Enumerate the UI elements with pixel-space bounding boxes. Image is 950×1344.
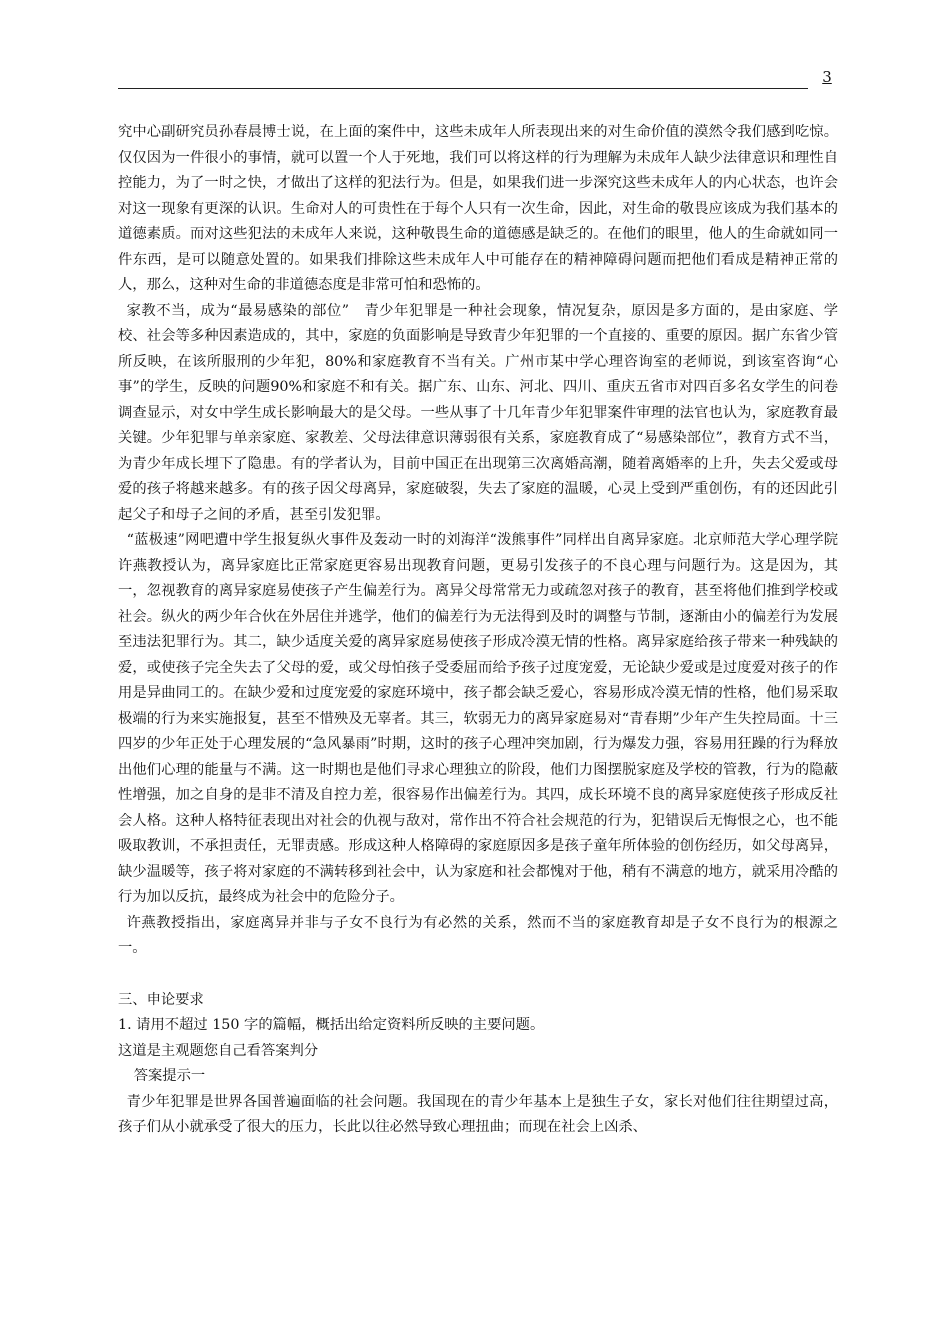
grading-note: 这道是主观题您自己看答案判分: [118, 1042, 319, 1059]
paragraph-2: 家教不当，成为“最易感染的部位” 青少年犯罪是一种社会现象，情况复杂，原因是多方面的，是由家庭、学校、社会等多种因素造成的，其中，家庭的负面影响是导致青少年犯罪的一个直接的、重要的原因。据广东省少管所反映，在该所服刑的少年犯，80%和家庭教育不当有关。广州市某中学心理咨询室的老师说，到该室咨询“心事”的学生，反映的问题90%和家庭不和有关。据广东、山东、河北、四川、重庆五省市对四百多名女学生的问卷调查显示，对女中学生成长影响最大的是父母。一些从事了十几年青少年犯罪案件审理的法官也认为，家庭教育最关键。少年犯罪与单亲家庭、家教差、父母法律意识薄弱很有关系，家庭教育成了“易感染部位”，教育方式不当，为青少年成长埋下了隐患。有的学者认为，目前中国正在出现第三次离婚高潮，随着离婚率的上升，失去父爱或母爱的孩子将越来越多。有的孩子因父母离异，家庭破裂，失去了家庭的温暖，心灵上受到严重创伤，有的还因此引起父子和母子之间的矛盾，甚至引发犯罪。: [118, 302, 838, 523]
paragraph-4: 许燕教授指出，家庭离异并非与子女不良行为有必然的关系，然而不当的家庭教育却是子女不良行为的根源之一。: [118, 914, 838, 956]
requirement-item-1: 1. 请用不超过 150 字的篇幅，概括出给定资料所反映的主要问题。: [118, 1017, 545, 1033]
paragraph-1: 究中心副研究员孙春晨博士说，在上面的案件中，这些未成年人所表现出来的对生命价值的漠然令我们感到吃惊。仅仅因为一件很小的事情，就可以置一个人于死地，我们可以将这样的行为理解为未成年人缺少法律意识和理性自控能力，为了一时之快，才做出了这样的犯法行为。但是，如果我们进一步深究这些未成年人的内心状态，也许会对这一现象有更深的认识。生命对人的可贵性在于每个人只有一次生命，因此，对生命的敬畏应该成为我们基本的道德素质。而对这些犯法的未成年人来说，这种敬畏生命的道德感是缺乏的。在他们的眼里，他人的生命就如同一件东西，是可以随意处置的。如果我们排除这些未成年人中可能存在的精神障碍问题而把他们看成是精神正常的人，那么，这种对生命的非道德态度是非常可怕和恐怖的。: [118, 124, 838, 293]
blank-line: [118, 962, 838, 988]
page-number: 3: [822, 68, 832, 86]
paragraph-3: “蓝极速”网吧遭中学生报复纵火事件及轰动一时的刘海洋“泼熊事件”同样出自离异家庭。北京师范大学心理学院许燕教授认为，离异家庭比正常家庭更容易出现教育问题，更易引发孩子的不良心理与问题行为。这是因为，其一，忽视教育的离异家庭易使孩子产生偏差行为。离异父母常常无力或疏忽对孩子的教育，甚至将他们推到学校或社会。纵火的两少年合伙在外居住并逃学，他们的偏差行为无法得到及时的调整与节制，逐渐由小的偏差行为发展至违法犯罪行为。其二，缺少适度关爱的离异家庭易使孩子形成冷漠无情的性格。离异家庭给孩子带来一种残缺的爱，或使孩子完全失去了父母的爱，或父母怕孩子受委屈而给予孩子过度宠爱，无论缺少爱或是过度爱对孩子的作用是异曲同工的。在缺少爱和过度宠爱的家庭环境中，孩子都会缺乏爱心，容易形成冷漠无情的性格，他们易采取极端的行为来实施报复，甚至不惜殃及无辜者。其三，软弱无力的离异家庭易对“青春期”少年产生失控局面。十三四岁的少年正处于心理发展的“急风暴雨”时期，这时的孩子心理冲突加剧，行为爆发力强，容易用狂躁的行为释放出他们心理的能量与不满。这一时期也是他们寻求心理独立的阶段，他们力图摆脱家庭及学校的管教，行为的隐蔽性增强，加之自身的是非不清及自控力差，很容易作出偏差行为。其四，成长环境不良的离异家庭使孩子形成反社会人格。这种人格特征表现出对社会的仇视与敌对，常作出不符合社会规范的行为，犯错误后无悔恨之心，也不能吸取教训，不承担责任，无罪责感。形成这种人格障碍的家庭原因多是孩子童年所体验的创伤经历，如父母离异，缺少温暖等，孩子将对家庭的不满转移到社会中，认为家庭和社会都愧对于他，稍有不满意的地方，就采用冷酷的行为加以反抗，最终成为社会中的危险分子。: [118, 532, 838, 905]
requirements-heading: 三、申论要求: [118, 991, 204, 1008]
document-body: [118, 120, 838, 1141]
header-rule: [118, 88, 808, 89]
answer-text: 青少年犯罪是世界各国普遍面临的社会问题。我国现在的青少年基本上是独生子女，家长对他们往往期望过高，孩子们从小就承受了很大的压力，长此以往必然导致心理扭曲；而现在社会上凶杀、: [118, 1093, 838, 1135]
answer-hint-label: 答案提示一: [133, 1068, 206, 1084]
